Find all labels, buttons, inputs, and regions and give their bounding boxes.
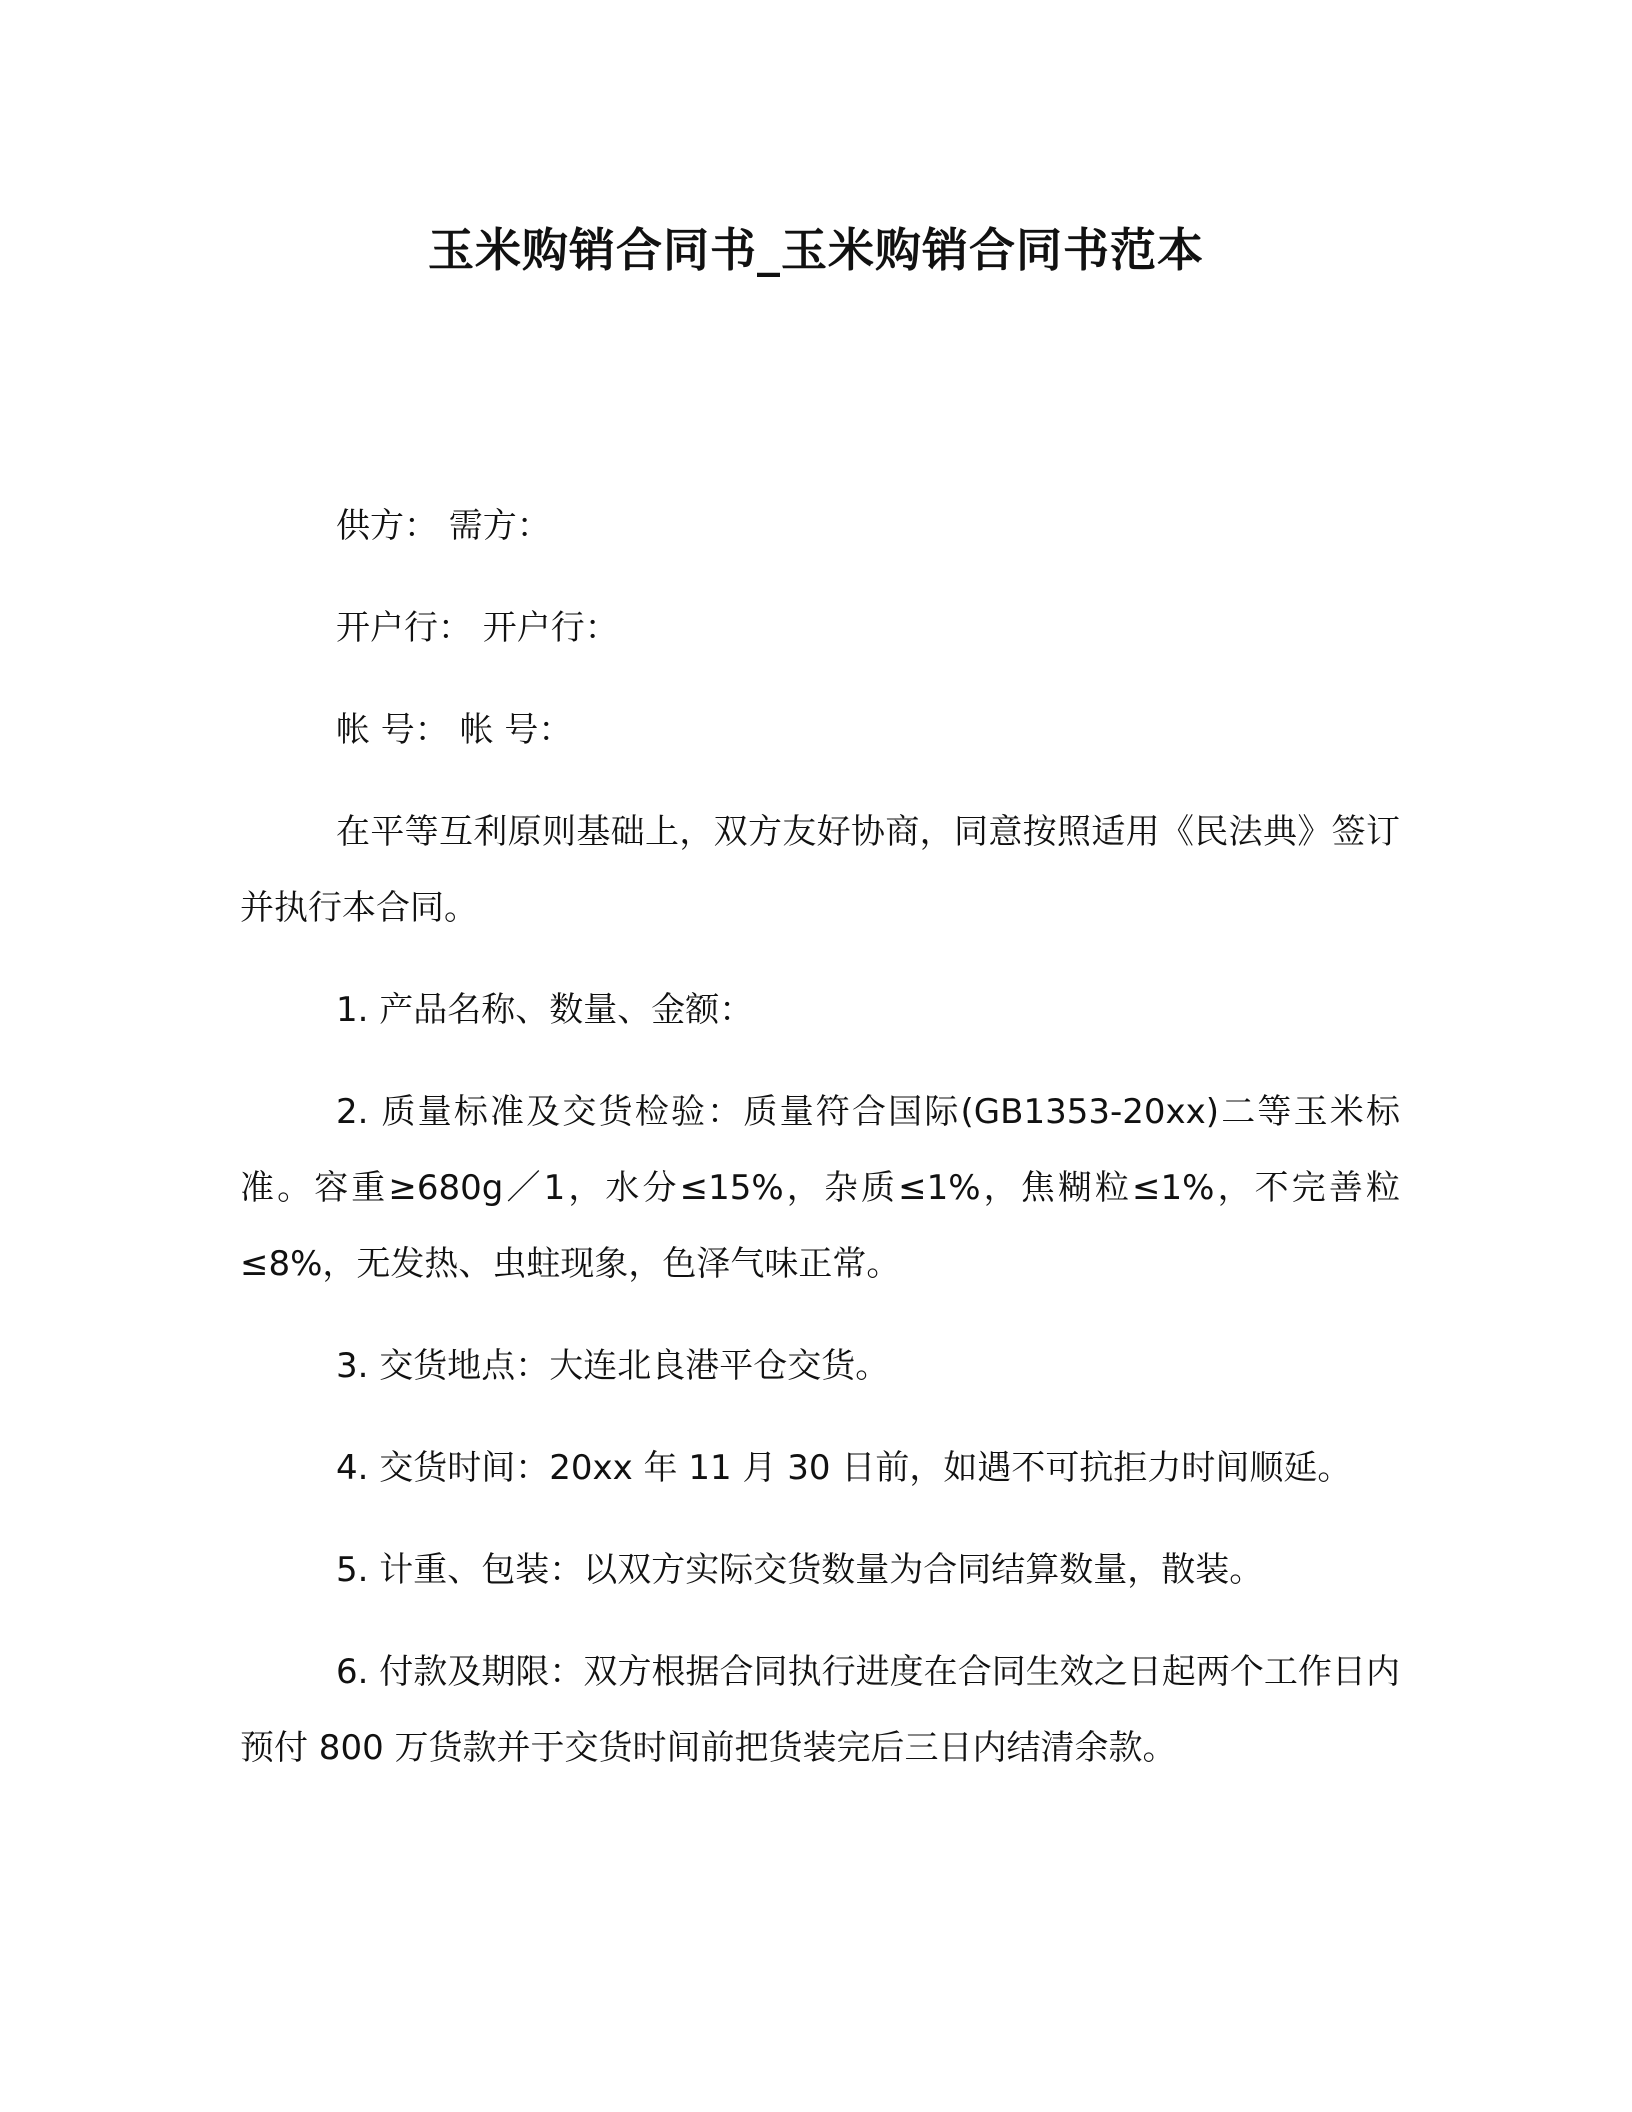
- preamble-paragraph: 在平等互利原则基础上，双方友好协商，同意按照适用《民法典》签订并执行本合同。: [240, 812, 1400, 928]
- clause-4-delivery-time: 4. 交货时间：20xx 年 11 月 30 日前，如遇不可抗拒力时间顺延。: [336, 1448, 1352, 1488]
- clause-1-product: 1. 产品名称、数量、金额：: [336, 990, 754, 1030]
- document-body: [240, 488, 1400, 1812]
- bank-line: 开户行： 开户行：: [336, 608, 619, 648]
- parties-line: 供方： 需方：: [336, 506, 551, 546]
- clause-2-quality: 2. 质量标准及交货检验：质量符合国际(GB1353-20xx)二等玉米标准。容重≥680g／1，水分≤15%，杂质≤1%，焦糊粒≤1%，不完善粒≤8%，无发热、虫蛀现象，色泽气味正常。: [240, 1092, 1400, 1284]
- account-line: 帐 号： 帐 号：: [336, 710, 573, 750]
- clause-6-payment: 6. 付款及期限：双方根据合同执行进度在合同生效之日起两个工作日内预付 800 万货款并于交货时间前把货装完后三日内结清余款。: [240, 1652, 1400, 1768]
- clause-3-delivery-place: 3. 交货地点：大连北良港平仓交货。: [336, 1346, 890, 1386]
- document-title: 玉米购销合同书_玉米购销合同书范本: [428, 223, 1204, 277]
- clause-5-weighing-packing: 5. 计重、包装：以双方实际交货数量为合同结算数量，散装。: [336, 1550, 1264, 1590]
